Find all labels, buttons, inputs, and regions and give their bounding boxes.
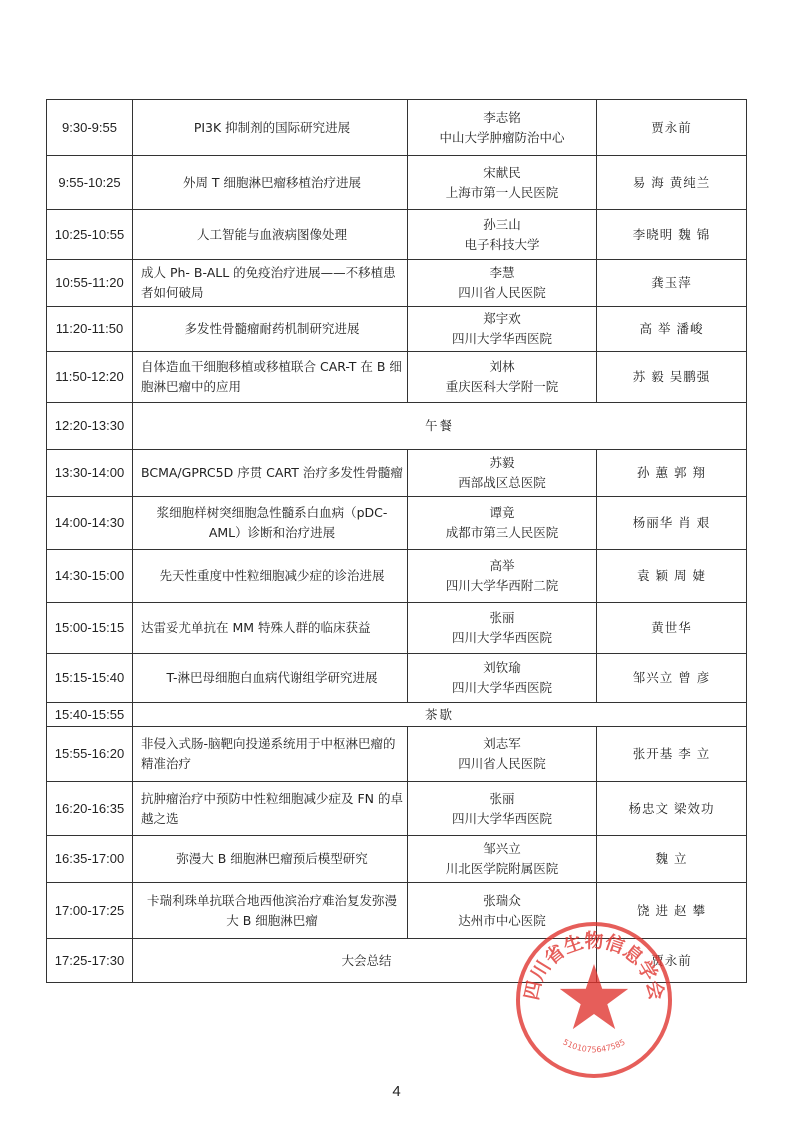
table-row xyxy=(47,836,747,883)
time-cell: 9:30-9:55 xyxy=(47,100,133,156)
time-cell: 10:25-10:55 xyxy=(47,210,133,260)
speaker-institution: 四川大学华西医院 xyxy=(451,331,552,346)
speaker-institution: 西部战区总医院 xyxy=(458,475,546,490)
time-cell: 11:20-11:50 xyxy=(47,307,133,352)
topic-cell: 非侵入式肠-脑靶向投递系统用于中枢淋巴瘤的精准治疗 xyxy=(133,727,408,782)
chair-cell: 杨忠文 梁效功 xyxy=(597,782,747,836)
topic-cell: 达雷妥尤单抗在 MM 特殊人群的临床获益 xyxy=(133,603,408,654)
topic-cell: 弥漫大 B 细胞淋巴瘤预后模型研究 xyxy=(133,836,408,883)
topic-cell: 多发性骨髓瘤耐药机制研究进展 xyxy=(133,307,408,352)
speaker-institution: 四川大学华西医院 xyxy=(451,680,552,695)
speaker-institution: 成都市第三人民医院 xyxy=(445,525,559,540)
table-row xyxy=(47,603,747,654)
seal-star-icon xyxy=(560,964,628,1029)
speaker-institution: 四川省人民医院 xyxy=(458,756,546,771)
topic-cell: BCMA/GPRC5D 序贯 CART 治疗多发性骨髓瘤 xyxy=(133,450,408,497)
speaker-cell xyxy=(408,654,597,703)
speaker-cell xyxy=(408,307,597,352)
table-row xyxy=(47,497,747,550)
speaker-institution: 达州市中心医院 xyxy=(458,912,546,928)
speaker-cell xyxy=(408,352,597,403)
speaker-institution: 四川大学华西医院 xyxy=(451,630,552,645)
speaker-institution: 四川省人民医院 xyxy=(458,285,546,300)
page-number: 4 xyxy=(392,1083,401,1100)
chair-cell: 龚玉萍 xyxy=(597,260,747,307)
speaker-cell xyxy=(408,156,597,210)
speaker-cell xyxy=(408,836,597,883)
time-cell: 14:00-14:30 xyxy=(47,497,133,550)
time-cell: 16:20-16:35 xyxy=(47,782,133,836)
speaker-name: 刘志军 xyxy=(483,736,521,751)
table-row xyxy=(47,727,747,782)
table-row xyxy=(47,100,747,156)
speaker-name: 李慧 xyxy=(489,265,515,280)
speaker-name: 李志铭 xyxy=(483,109,521,125)
time-cell: 12:20-13:30 xyxy=(47,403,133,450)
seal-stamp xyxy=(514,920,674,1080)
speaker-name: 张瑞众 xyxy=(483,892,521,908)
speaker-institution: 上海市第一人民医院 xyxy=(445,184,559,200)
speaker-institution: 四川大学华西医院 xyxy=(451,810,552,826)
speaker-cell xyxy=(408,603,597,654)
speaker-name: 刘钦瑜 xyxy=(483,660,521,675)
schedule-table xyxy=(46,99,747,983)
speaker-cell xyxy=(408,100,597,156)
break-cell: 午餐 xyxy=(133,403,747,450)
speaker-name: 孙三山 xyxy=(483,216,521,232)
table-row xyxy=(47,210,747,260)
seal-number: 5101075647585 xyxy=(561,1037,627,1055)
time-cell: 15:15-15:40 xyxy=(47,654,133,703)
chair-cell: 袁 颖 周 婕 xyxy=(597,550,747,603)
table-row xyxy=(47,352,747,403)
chair-cell: 饶 进 赵 攀 xyxy=(597,883,747,939)
speaker-cell xyxy=(408,550,597,603)
topic-cell: 抗肿瘤治疗中预防中性粒细胞减少症及 FN 的卓越之选 xyxy=(133,782,408,836)
speaker-name: 宋献民 xyxy=(483,164,521,180)
speaker-institution: 四川大学华西附二院 xyxy=(445,578,559,593)
topic-cell: 成人 Ph- B-ALL 的免疫治疗进展——不移植患者如何破局 xyxy=(133,260,408,307)
break-cell: 茶歇 xyxy=(133,703,747,727)
table-row xyxy=(47,450,747,497)
speaker-cell xyxy=(408,450,597,497)
chair-cell: 贾永前 xyxy=(597,939,747,983)
table-row xyxy=(47,307,747,352)
table-row xyxy=(47,403,747,450)
speaker-cell xyxy=(408,497,597,550)
speaker-institution: 重庆医科大学附一院 xyxy=(445,379,559,394)
speaker-name: 高举 xyxy=(489,558,515,573)
speaker-institution: 中山大学肿瘤防治中心 xyxy=(439,129,565,145)
time-cell: 9:55-10:25 xyxy=(47,156,133,210)
chair-cell: 苏 毅 吴鹏强 xyxy=(597,352,747,403)
seal-text: 四川省生物信息学会 xyxy=(520,930,668,1002)
table-row xyxy=(47,782,747,836)
time-cell: 17:25-17:30 xyxy=(47,939,133,983)
chair-cell: 张开基 李 立 xyxy=(597,727,747,782)
speaker-cell xyxy=(408,210,597,260)
chair-cell: 贾永前 xyxy=(597,100,747,156)
time-cell: 11:50-12:20 xyxy=(47,352,133,403)
time-cell: 15:00-15:15 xyxy=(47,603,133,654)
table-row xyxy=(47,260,747,307)
speaker-cell xyxy=(408,727,597,782)
topic-cell: 先天性重度中性粒细胞减少症的诊治进展 xyxy=(133,550,408,603)
time-cell: 15:55-16:20 xyxy=(47,727,133,782)
topic-cell: 人工智能与血液病图像处理 xyxy=(133,210,408,260)
chair-cell: 邹兴立 曾 彦 xyxy=(597,654,747,703)
table-row xyxy=(47,703,747,727)
chair-cell: 高 举 潘峻 xyxy=(597,307,747,352)
time-cell: 17:00-17:25 xyxy=(47,883,133,939)
speaker-name: 郑宇欢 xyxy=(483,311,521,326)
chair-cell: 魏 立 xyxy=(597,836,747,883)
speaker-institution: 川北医学院附属医院 xyxy=(445,861,559,876)
topic-cell: 浆细胞样树突细胞急性髓系白血病（pDC-AML）诊断和治疗进展 xyxy=(133,497,408,550)
time-cell: 14:30-15:00 xyxy=(47,550,133,603)
topic-cell: 自体造血干细胞移植或移植联合 CAR-T 在 B 细胞淋巴瘤中的应用 xyxy=(133,352,408,403)
topic-cell: 外周 T 细胞淋巴瘤移植治疗进展 xyxy=(133,156,408,210)
chair-cell: 杨丽华 肖 艰 xyxy=(597,497,747,550)
speaker-name: 张丽 xyxy=(489,790,515,806)
speaker-name: 张丽 xyxy=(489,610,515,625)
time-cell: 16:35-17:00 xyxy=(47,836,133,883)
speaker-institution: 电子科技大学 xyxy=(464,236,540,252)
speaker-cell xyxy=(408,782,597,836)
speaker-cell xyxy=(408,260,597,307)
topic-cell: 卡瑞利珠单抗联合地西他滨治疗难治复发弥漫大 B 细胞淋巴瘤 xyxy=(133,883,408,939)
chair-cell: 黄世华 xyxy=(597,603,747,654)
topic-cell: 大会总结 xyxy=(133,939,597,983)
speaker-name: 邹兴立 xyxy=(483,841,521,856)
speaker-name: 苏毅 xyxy=(489,455,515,470)
table-row xyxy=(47,156,747,210)
table-row xyxy=(47,550,747,603)
topic-cell: T-淋巴母细胞白血病代谢组学研究进展 xyxy=(133,654,408,703)
speaker-name: 刘林 xyxy=(489,359,515,374)
speaker-name: 谭竟 xyxy=(489,505,515,520)
topic-cell: PI3K 抑制剂的国际研究进展 xyxy=(133,100,408,156)
time-cell: 10:55-11:20 xyxy=(47,260,133,307)
table-row xyxy=(47,654,747,703)
time-cell: 13:30-14:00 xyxy=(47,450,133,497)
time-cell: 15:40-15:55 xyxy=(47,703,133,727)
chair-cell: 易 海 黄纯兰 xyxy=(597,156,747,210)
chair-cell: 孙 蕙 郭 翔 xyxy=(597,450,747,497)
chair-cell: 李晓明 魏 锦 xyxy=(597,210,747,260)
